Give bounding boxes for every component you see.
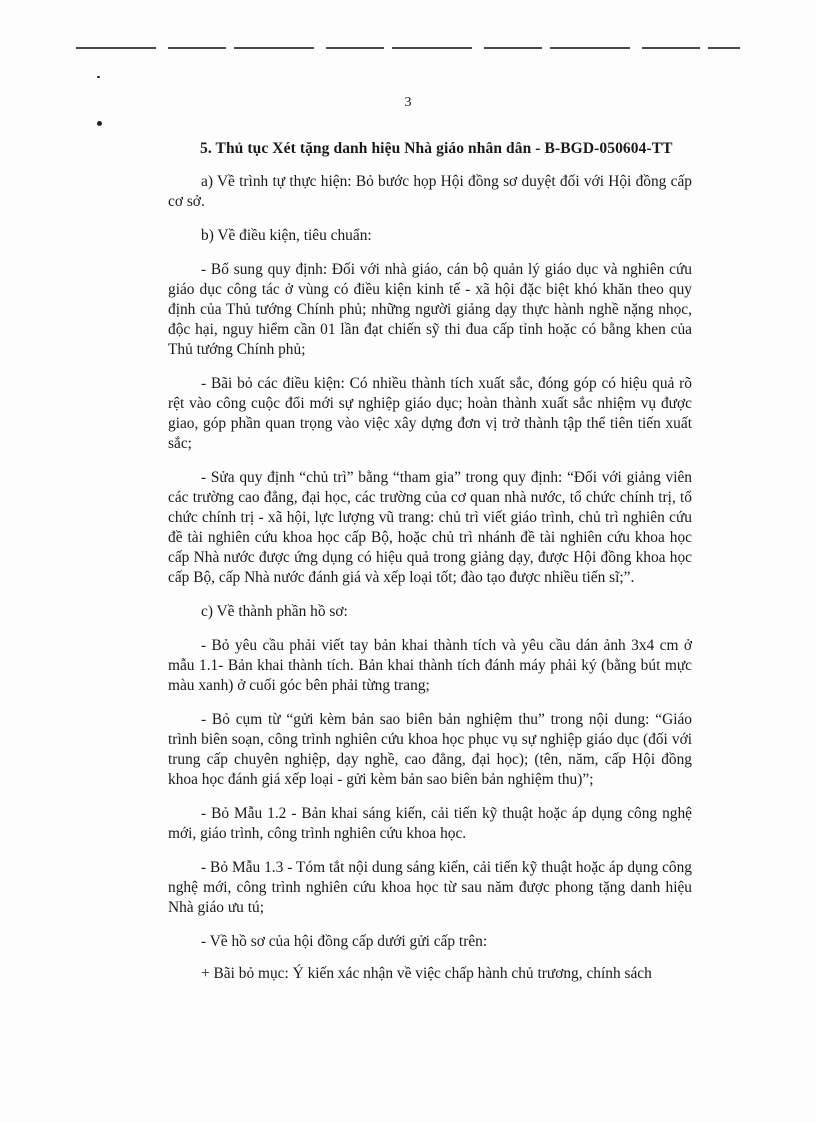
- paragraph-conditions-title: b) Về điều kiện, tiêu chuẩn:: [201, 227, 372, 244]
- scan-speck: [97, 121, 102, 126]
- paragraph-handwriting-rule: - Bỏ yêu cầu phải viết tay bản khai thành tích và yêu cầu dán ảnh 3x4 cm ở mẫu 1.1- Bản khai thành tích. Bản khai thành tích đánh máy phải ký (bằng bút mực màu xanh) ở cuối góc bên phải từng trang;: [168, 637, 692, 694]
- paragraph-procedure: a) Về trình tự thực hiện: Bỏ bước họp Hội đồng sơ duyệt đối với Hội đồng cấp cơ sở.: [168, 173, 692, 210]
- paragraph-lower-council-dossier: - Về hồ sơ của hội đồng cấp dưới gửi cấp trên:: [201, 933, 488, 950]
- paragraph-form-1-3: - Bỏ Mẫu 1.3 - Tóm tắt nội dung sáng kiến, cải tiến kỹ thuật hoặc áp dụng công nghệ mới, công trình nghiên cứu khoa học từ sau năm được phong tặng danh hiệu Nhà giáo ưu tú;: [168, 859, 692, 916]
- section-heading: 5. Thủ tục Xét tặng danh hiệu Nhà giáo nhân dân - B-BGD-050604-TT: [200, 140, 673, 157]
- paragraph-removed-phrase: - Bỏ cụm từ “gửi kèm bản sao biên bản nghiệm thu” trong nội dung: “Giáo trình biên soạn, công trình nghiên cứu khoa học phục vụ sự nghiệp giáo dục (đối với trung cấp chuyên nghiệp, dạy nghề, cao đẳng, đại học); (tên, năm, cấp Hội đồng khoa học đánh giá xếp loại - gửi kèm bản sao biên bản nghiệm thu)”;: [168, 711, 692, 788]
- paragraph-amended-rule: - Sửa quy định “chủ trì” bằng “tham gia” trong quy định: “Đối với giảng viên các trường cao đẳng, đại học, các trường của cơ quan nhà nước, tổ chức chính trị, tổ chức chính trị - xã hội, lực lượng vũ trang: chủ trì viết giáo trình, chủ trì nghiên cứu đề tài nghiên cứu khoa học cấp Bộ, hoặc chủ trì nhánh đề tài nghiên cứu khoa học cấp Nhà nước được ứng dụng có hiệu quả trong giảng dạy, được Hội đồng khoa học cấp Bộ, cấp Nhà nước đánh giá và xếp loại tốt; đào tạo được nhiều tiến sĩ;”.: [168, 469, 692, 586]
- paragraph-dossier-title: c) Về thành phần hồ sơ:: [201, 603, 348, 620]
- scan-speck: [97, 76, 100, 78]
- paragraph-form-1-2: - Bỏ Mẫu 1.2 - Bản khai sáng kiến, cải tiến kỹ thuật hoặc áp dụng công nghệ mới, giáo trình, công trình nghiên cứu khoa học.: [168, 805, 692, 842]
- paragraph-additional-rule: - Bổ sung quy định: Đối với nhà giáo, cán bộ quản lý giáo dục và nghiên cứu giáo dục công tác ở vùng có điều kiện kinh tế - xã hội đặc biệt khó khăn theo quy định của Thủ tướng Chính phủ; những người giảng dạy thực hành nghề nặng nhọc, độc hại, nguy hiểm cần 01 lần đạt chiến sỹ thi đua cấp tỉnh hoặc có bằng khen của Thủ tướng Chính phủ;: [168, 261, 692, 358]
- document-body: [168, 172, 692, 996]
- page-number: 3: [404, 95, 412, 110]
- paragraph-abolished-item: + Bãi bỏ mục: Ý kiến xác nhận về việc chấp hành chủ trương, chính sách: [201, 965, 652, 982]
- top-dashed-rule: [76, 47, 740, 49]
- paragraph-abolished-conditions: - Bãi bỏ các điều kiện: Có nhiều thành tích xuất sắc, đóng góp có hiệu quả rõ rệt vào công cuộc đổi mới sự nghiệp giáo dục; hoàn thành xuất sắc nhiệm vụ được giao, góp phần quan trọng vào việc xây dựng đơn vị trở thành tập thể tiên tiến xuất sắc;: [168, 375, 692, 452]
